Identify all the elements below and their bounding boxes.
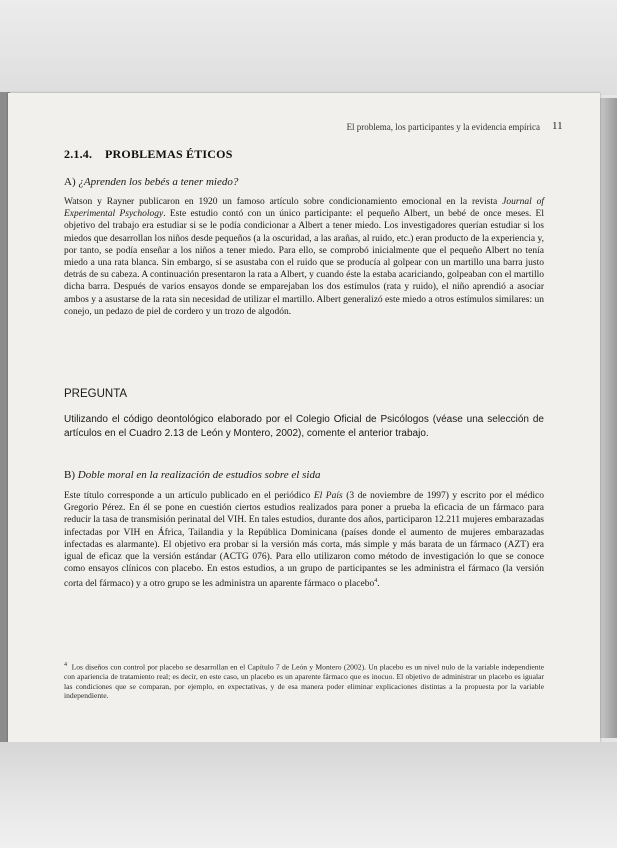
footnote-text: Los diseños con control por placebo se desarrollan en el Capítulo 7 de León y Montero (2002). Un placebo es un nivel nulo de la variable independiente con apariencia de tratamiento real; es decir, en este caso, un placebo es un aparente fármaco que es inocuo. El objetivo de administrar un placebo es igualar las condiciones que se comparan, por ejemplo, en expectativas, y de esa manera poder eliminar explicaciones distintas a la propuesta por la variable independiente.	[64, 662, 545, 701]
paragraph-2-part-1: Este título corresponde a un artículo publicado en el periódico	[64, 491, 314, 501]
paragraph-watson-rayner	[64, 196, 544, 318]
paragraph-1-part-1: Watson y Rayner publicaron en 1920 un famoso artículo sobre condicionamiento emocional en la revista	[64, 197, 503, 207]
subsection-b-title: Doble moral en la realización de estudios sobre el sida	[77, 469, 321, 481]
footnote-number: 4	[64, 662, 67, 668]
journal-name: Journal of Experimental Psychology	[64, 197, 544, 220]
subsection-b-letter: B)	[64, 469, 75, 481]
footnote	[64, 661, 544, 701]
paragraph-2-part-2: (3 de noviembre de 1997) y escrito por el médico Gregorio Pérez. En él se pone en cuestión ciertos estudios realizados para poner a prueba la eficacia de un fármaco para reducir la tasa de transmisión perinatal del VIH. En tales estudios, durante dos años, participaron 12.211 mujeres embarazadas infectadas por VIH en África, Tailandia y la República Dominicana (países donde el aumento de mujeres embarazadas infectadas es alarmante). El objetivo era probar si la versión más corta, más simple y más barata de un fármaco (AZT) era igual de eficaz que la versión estándar (ACTG 076). Para ello utilizaron como método de investigación lo que se conoce como ensayos clínicos con placebo. En estos estudios, a un grupo de participantes se les administra el fármaco (la versión corta del fármaco) y a otro grupo se les administra un aparente fármaco o placebo	[64, 491, 544, 590]
page-number: 11	[552, 120, 563, 132]
running-head: El problema, los participantes y la evidencia empírica	[346, 122, 540, 132]
subsection-b-heading	[64, 469, 320, 481]
subsection-a-heading	[64, 176, 238, 188]
section-heading	[64, 147, 233, 162]
paragraph-el-pais	[64, 490, 544, 591]
scan-background-top	[0, 0, 617, 95]
subsection-a-title: ¿Aprenden los bebés a tener miedo?	[78, 176, 239, 188]
pregunta-text: Utilizando el código deontológico elaborado por el Colegio Oficial de Psicólogos (véase una selección de artículos en el Cuadro 2.13 de León y Montero, 2002), comente el anterior trabajo.	[64, 414, 544, 439]
subsection-a-letter: A)	[64, 176, 76, 188]
book-right-edge	[597, 98, 617, 738]
scan-background-bottom	[0, 742, 617, 848]
newspaper-name: El País	[313, 491, 343, 501]
section-title: PROBLEMAS ÉTICOS	[105, 147, 233, 161]
footnote-reference: 4	[374, 578, 378, 585]
paragraph-1-part-2: . Este estudio contó con un único participante: el pequeño Albert, un bebé de once meses. El objetivo del trabajo era estudiar si se le podía condicionar a Albert a tener miedo. Los investigadores querían estudiar si los miedos que desarrollan los niños desde pequeños (a la oscuridad, a las arañas, al ruido, etc.) eran producto de la experiencia y, por tanto, se podía enseñar a los niños a tener miedo. Para ello, se comprobó inicialmente que el pequeño Albert no tenía miedo a una rata blanca. Sin embargo, sí se asustaba con el ruido que se producía al golpear con un martillo una barra justo detrás de su cabeza. A continuación presentaron la rata a Albert, y cuando éste la estaba acariciando, golpeaban con el martillo dicha barra. Después de varios ensayos donde se emparejaban los dos estímulos (rata y ruido), el niño aprendió a asociar ambos y a asustarse de la rata sin necesidad de utilizar el martillo. Albert generalizó este miedo a otros estímulos similares: un conejo, un pedazo de piel de cordero y un trozo de algodón.	[64, 209, 545, 317]
paragraph-2-part-3: .	[377, 579, 380, 590]
section-number: 2.1.4.	[64, 147, 93, 161]
pregunta-heading: PREGUNTA	[64, 388, 128, 400]
book-page	[8, 93, 600, 743]
